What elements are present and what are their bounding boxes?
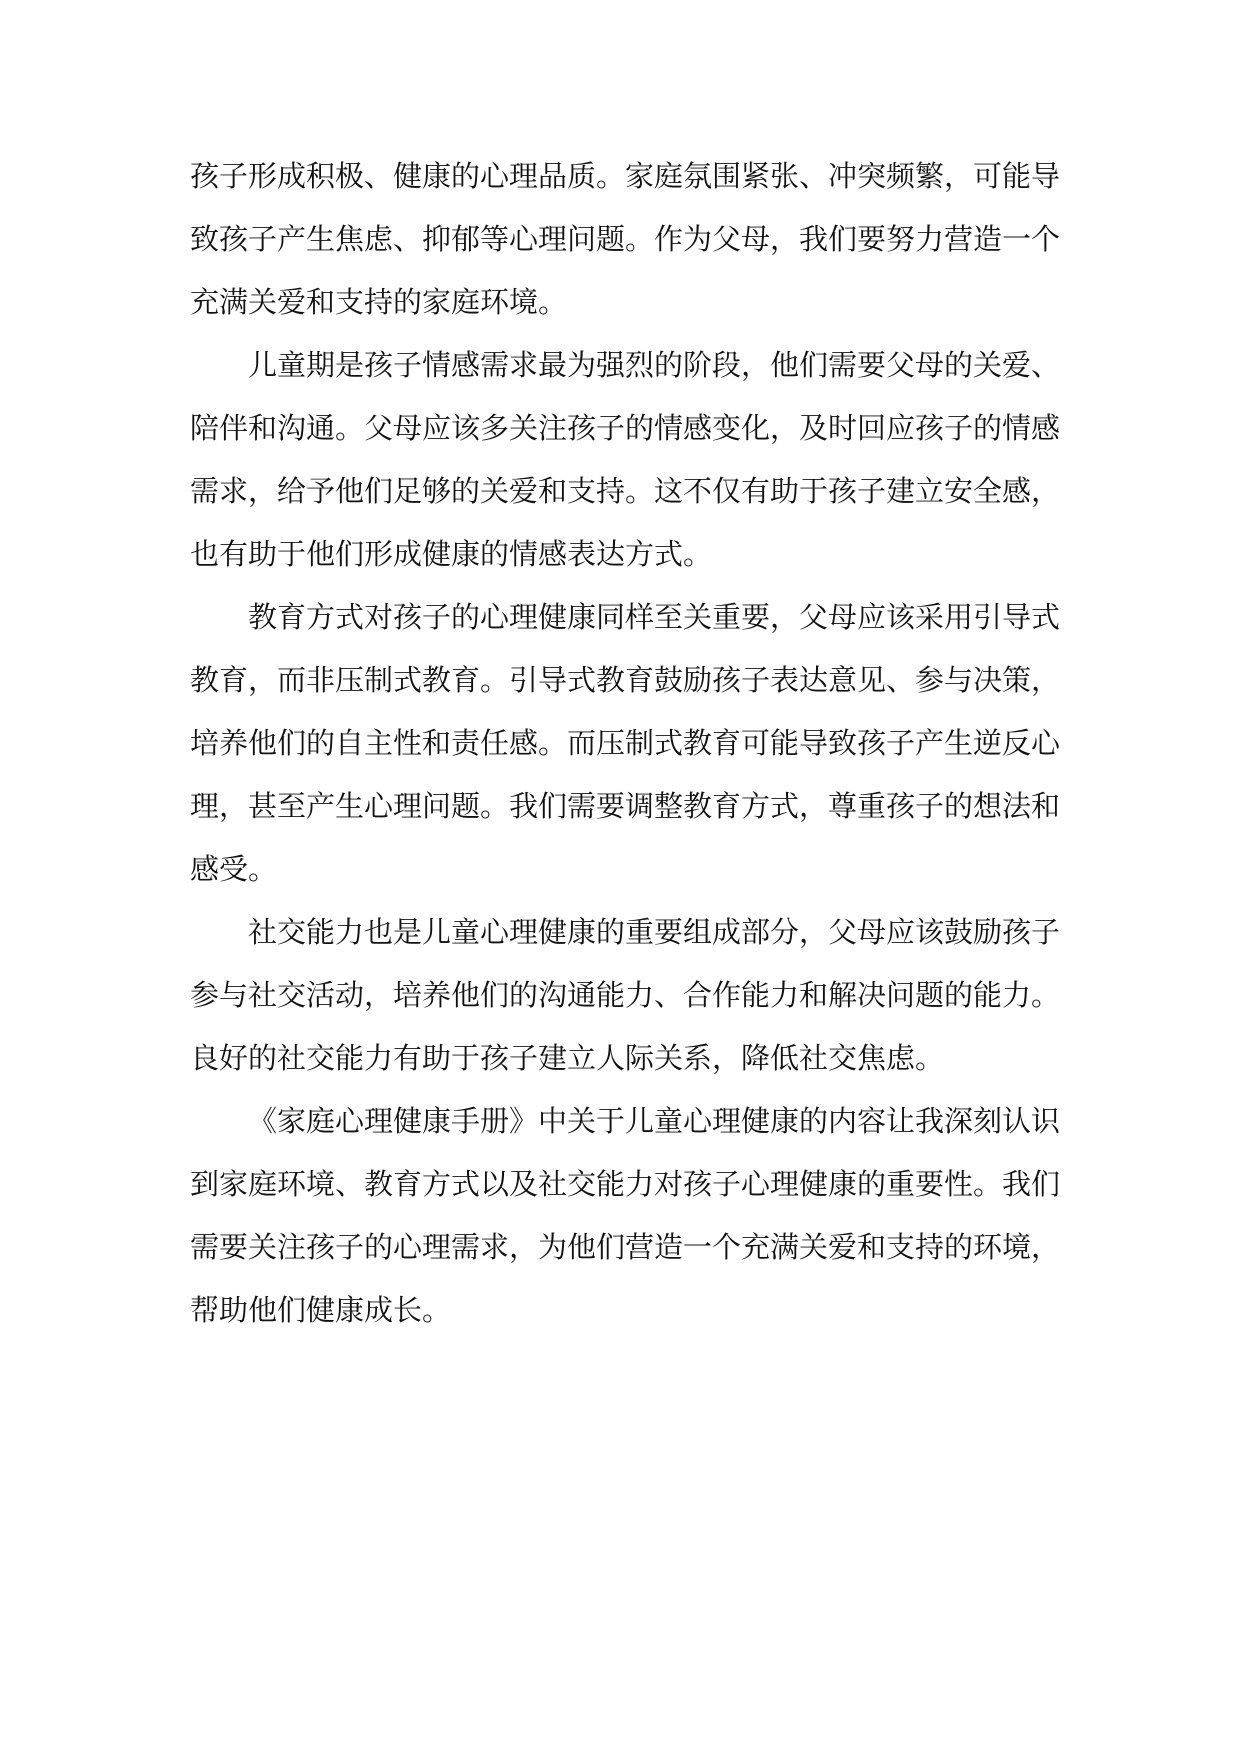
paragraph-conclusion: 《家庭心理健康手册》中关于儿童心理健康的内容让我深刻认识到家庭环境、教育方式以及社交能力对孩子心理健康的重要性。我们需要关注孩子的心理需求，为他们营造一个充满关爱和支持的环境，帮助他们健康成长。 bbox=[190, 1104, 1061, 1327]
document-body bbox=[190, 145, 1060, 1342]
paragraph-emotional-needs: 儿童期是孩子情感需求最为强烈的阶段，他们需要父母的关爱、陪伴和沟通。父母应该多关注孩子的情感变化，及时回应孩子的情感需求，给予他们足够的关爱和支持。这不仅有助于孩子建立安全感，也有助于他们形成健康的情感表达方式。 bbox=[190, 348, 1061, 571]
paragraph-education-style: 教育方式对孩子的心理健康同样至关重要，父母应该采用引导式教育，而非压制式教育。引导式教育鼓励孩子表达意见、参与决策，培养他们的自主性和责任感。而压制式教育可能导致孩子产生逆反心理，甚至产生心理问题。我们需要调整教育方式，尊重孩子的想法和感受。 bbox=[190, 600, 1061, 886]
paragraph-social-skills: 社交能力也是儿童心理健康的重要组成部分，父母应该鼓励孩子参与社交活动，培养他们的沟通能力、合作能力和解决问题的能力。良好的社交能力有助于孩子建立人际关系，降低社交焦虑。 bbox=[190, 915, 1061, 1075]
paragraph-continuation: 孩子形成积极、健康的心理品质。家庭氛围紧张、冲突频繁，可能导致孩子产生焦虑、抑郁等心理问题。作为父母，我们要努力营造一个充满关爱和支持的家庭环境。 bbox=[190, 159, 1061, 319]
